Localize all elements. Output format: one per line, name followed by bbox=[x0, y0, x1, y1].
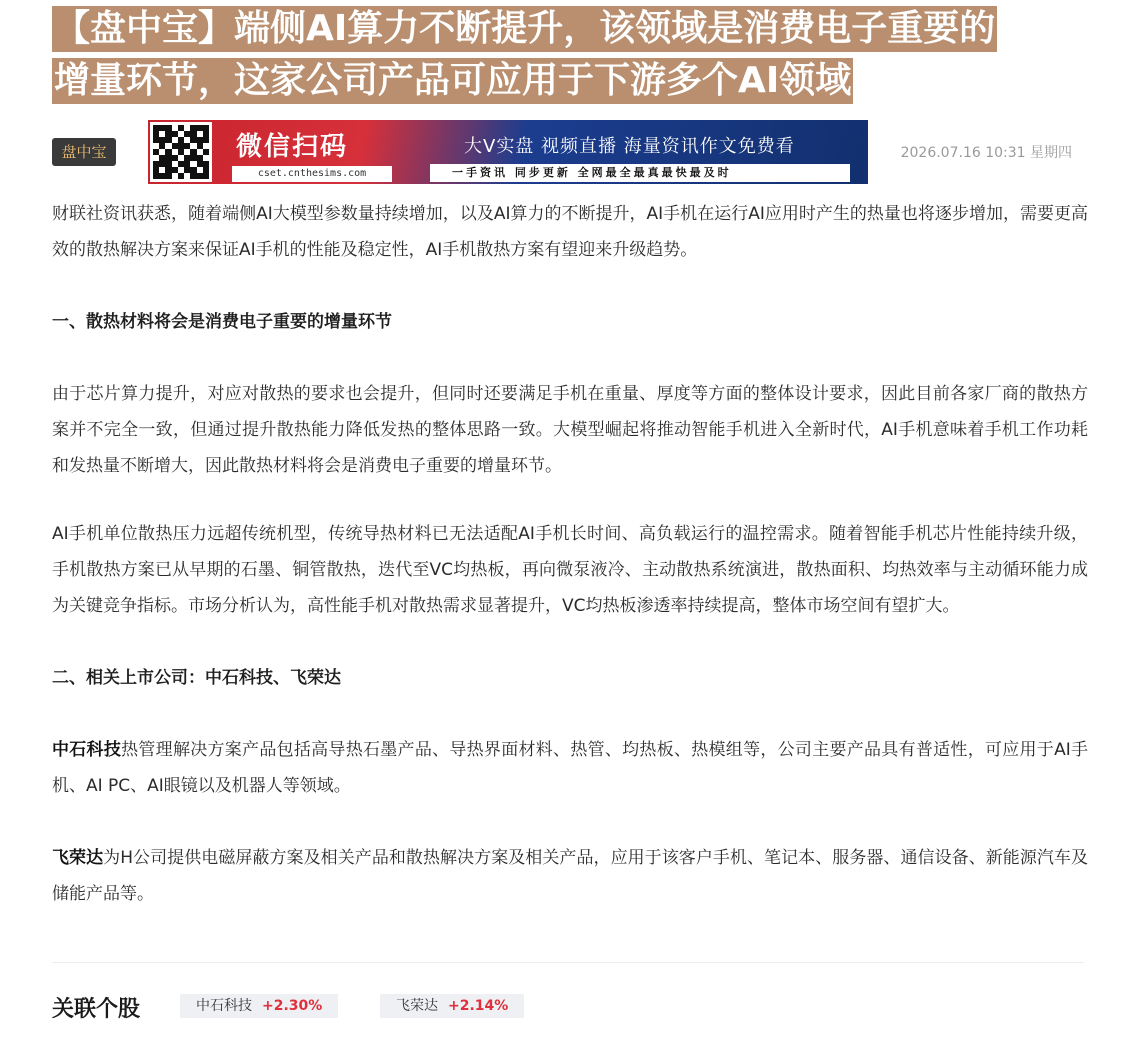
banner-url: cset.cnthesims.com bbox=[232, 166, 392, 182]
qr-code-icon bbox=[150, 122, 212, 182]
section-heading-2: 二、相关上市公司：中石科技、飞荣达 bbox=[52, 668, 341, 688]
stock-change: +2.14% bbox=[448, 998, 509, 1014]
company-name-1: 中石科技 bbox=[52, 740, 122, 760]
article-meta bbox=[52, 120, 1092, 184]
title-line-1: 【盘中宝】端侧AI算力不断提升，该领域是消费电子重要的 bbox=[52, 6, 997, 52]
article-body bbox=[52, 196, 1088, 912]
company-text-1: 热管理解决方案产品包括高导热石墨产品、导热界面材料、热管、均热板、热模组等，公司主要产品具有普适性，可应用于AI手机、AI PC、AI眼镜以及机器人等领域。 bbox=[52, 740, 1089, 796]
section-divider bbox=[52, 962, 1084, 963]
paragraph-2: AI手机单位散热压力远超传统机型，传统导热材料已无法适配AI手机长时间、高负载运行的温控需求。随着智能手机芯片性能持续升级，手机散热方案已从早期的石墨、铜管散热，迭代至VC均热板，再向微泵液冷、主动散热系统演进，散热面积、均热效率与主动循环能力成为关键竞争指标。市场分析认为，高性能手机对散热需求显著提升，VC均热板渗透率持续提高，整体市场空间有望扩大。 bbox=[52, 524, 1088, 616]
title-line-2: 增量环节，这家公司产品可应用于下游多个AI领域 bbox=[52, 58, 853, 104]
related-stocks bbox=[52, 988, 1084, 1024]
banner-slogan-sub: 一手资讯 同步更新 全网最全最真最快最及时 bbox=[452, 166, 732, 179]
stock-name: 中石科技 bbox=[196, 998, 252, 1014]
intro-paragraph: 财联社资讯获悉，随着端侧AI大模型参数量持续增加，以及AI算力的不断提升，AI手机在运行AI应用时产生的热量也将逐步增加，需要更高效的散热解决方案来保证AI手机的性能及稳定性，AI手机散热方案有望迎来升级趋势。 bbox=[52, 204, 1088, 260]
related-stocks-title: 关联个股 bbox=[52, 997, 141, 1022]
company-paragraph-1 bbox=[52, 732, 1088, 804]
banner-slogan-main: 大V实盘 视频直播 海量资讯作文免费看 bbox=[464, 136, 795, 157]
source-badge[interactable]: 盘中宝 bbox=[52, 138, 116, 166]
stock-name: 飞荣达 bbox=[396, 998, 438, 1014]
article-title bbox=[52, 6, 1092, 104]
paragraph-1: 由于芯片算力提升，对应对散热的要求也会提升，但同时还要满足手机在重量、厚度等方面的整体设计要求，因此目前各家厂商的散热方案并不完全一致，但通过提升散热能力降低发热的整体思路一致。大模型崛起将推动智能手机进入全新时代，AI手机意味着手机工作功耗和发热量不断增大，因此散热材料将会是消费电子重要的增量环节。 bbox=[52, 384, 1088, 476]
stock-change: +2.30% bbox=[262, 998, 323, 1014]
company-paragraph-2 bbox=[52, 840, 1088, 912]
section-heading-1: 一、散热材料将会是消费电子重要的增量环节 bbox=[52, 312, 392, 332]
publish-timestamp: 2026.07.16 10:31 星期四 bbox=[900, 145, 1072, 161]
banner-wechat-text: 微信扫码 bbox=[236, 132, 349, 162]
company-text-2: 为H公司提供电磁屏蔽方案及相关产品和散热解决方案及相关产品，应用于该客户手机、笔记本、服务器、通信设备、新能源汽车及储能产品等。 bbox=[52, 848, 1089, 904]
ad-banner[interactable] bbox=[148, 120, 868, 184]
stock-chip[interactable] bbox=[180, 994, 338, 1018]
company-name-2: 飞荣达 bbox=[52, 848, 104, 868]
stock-chip[interactable] bbox=[380, 994, 524, 1018]
